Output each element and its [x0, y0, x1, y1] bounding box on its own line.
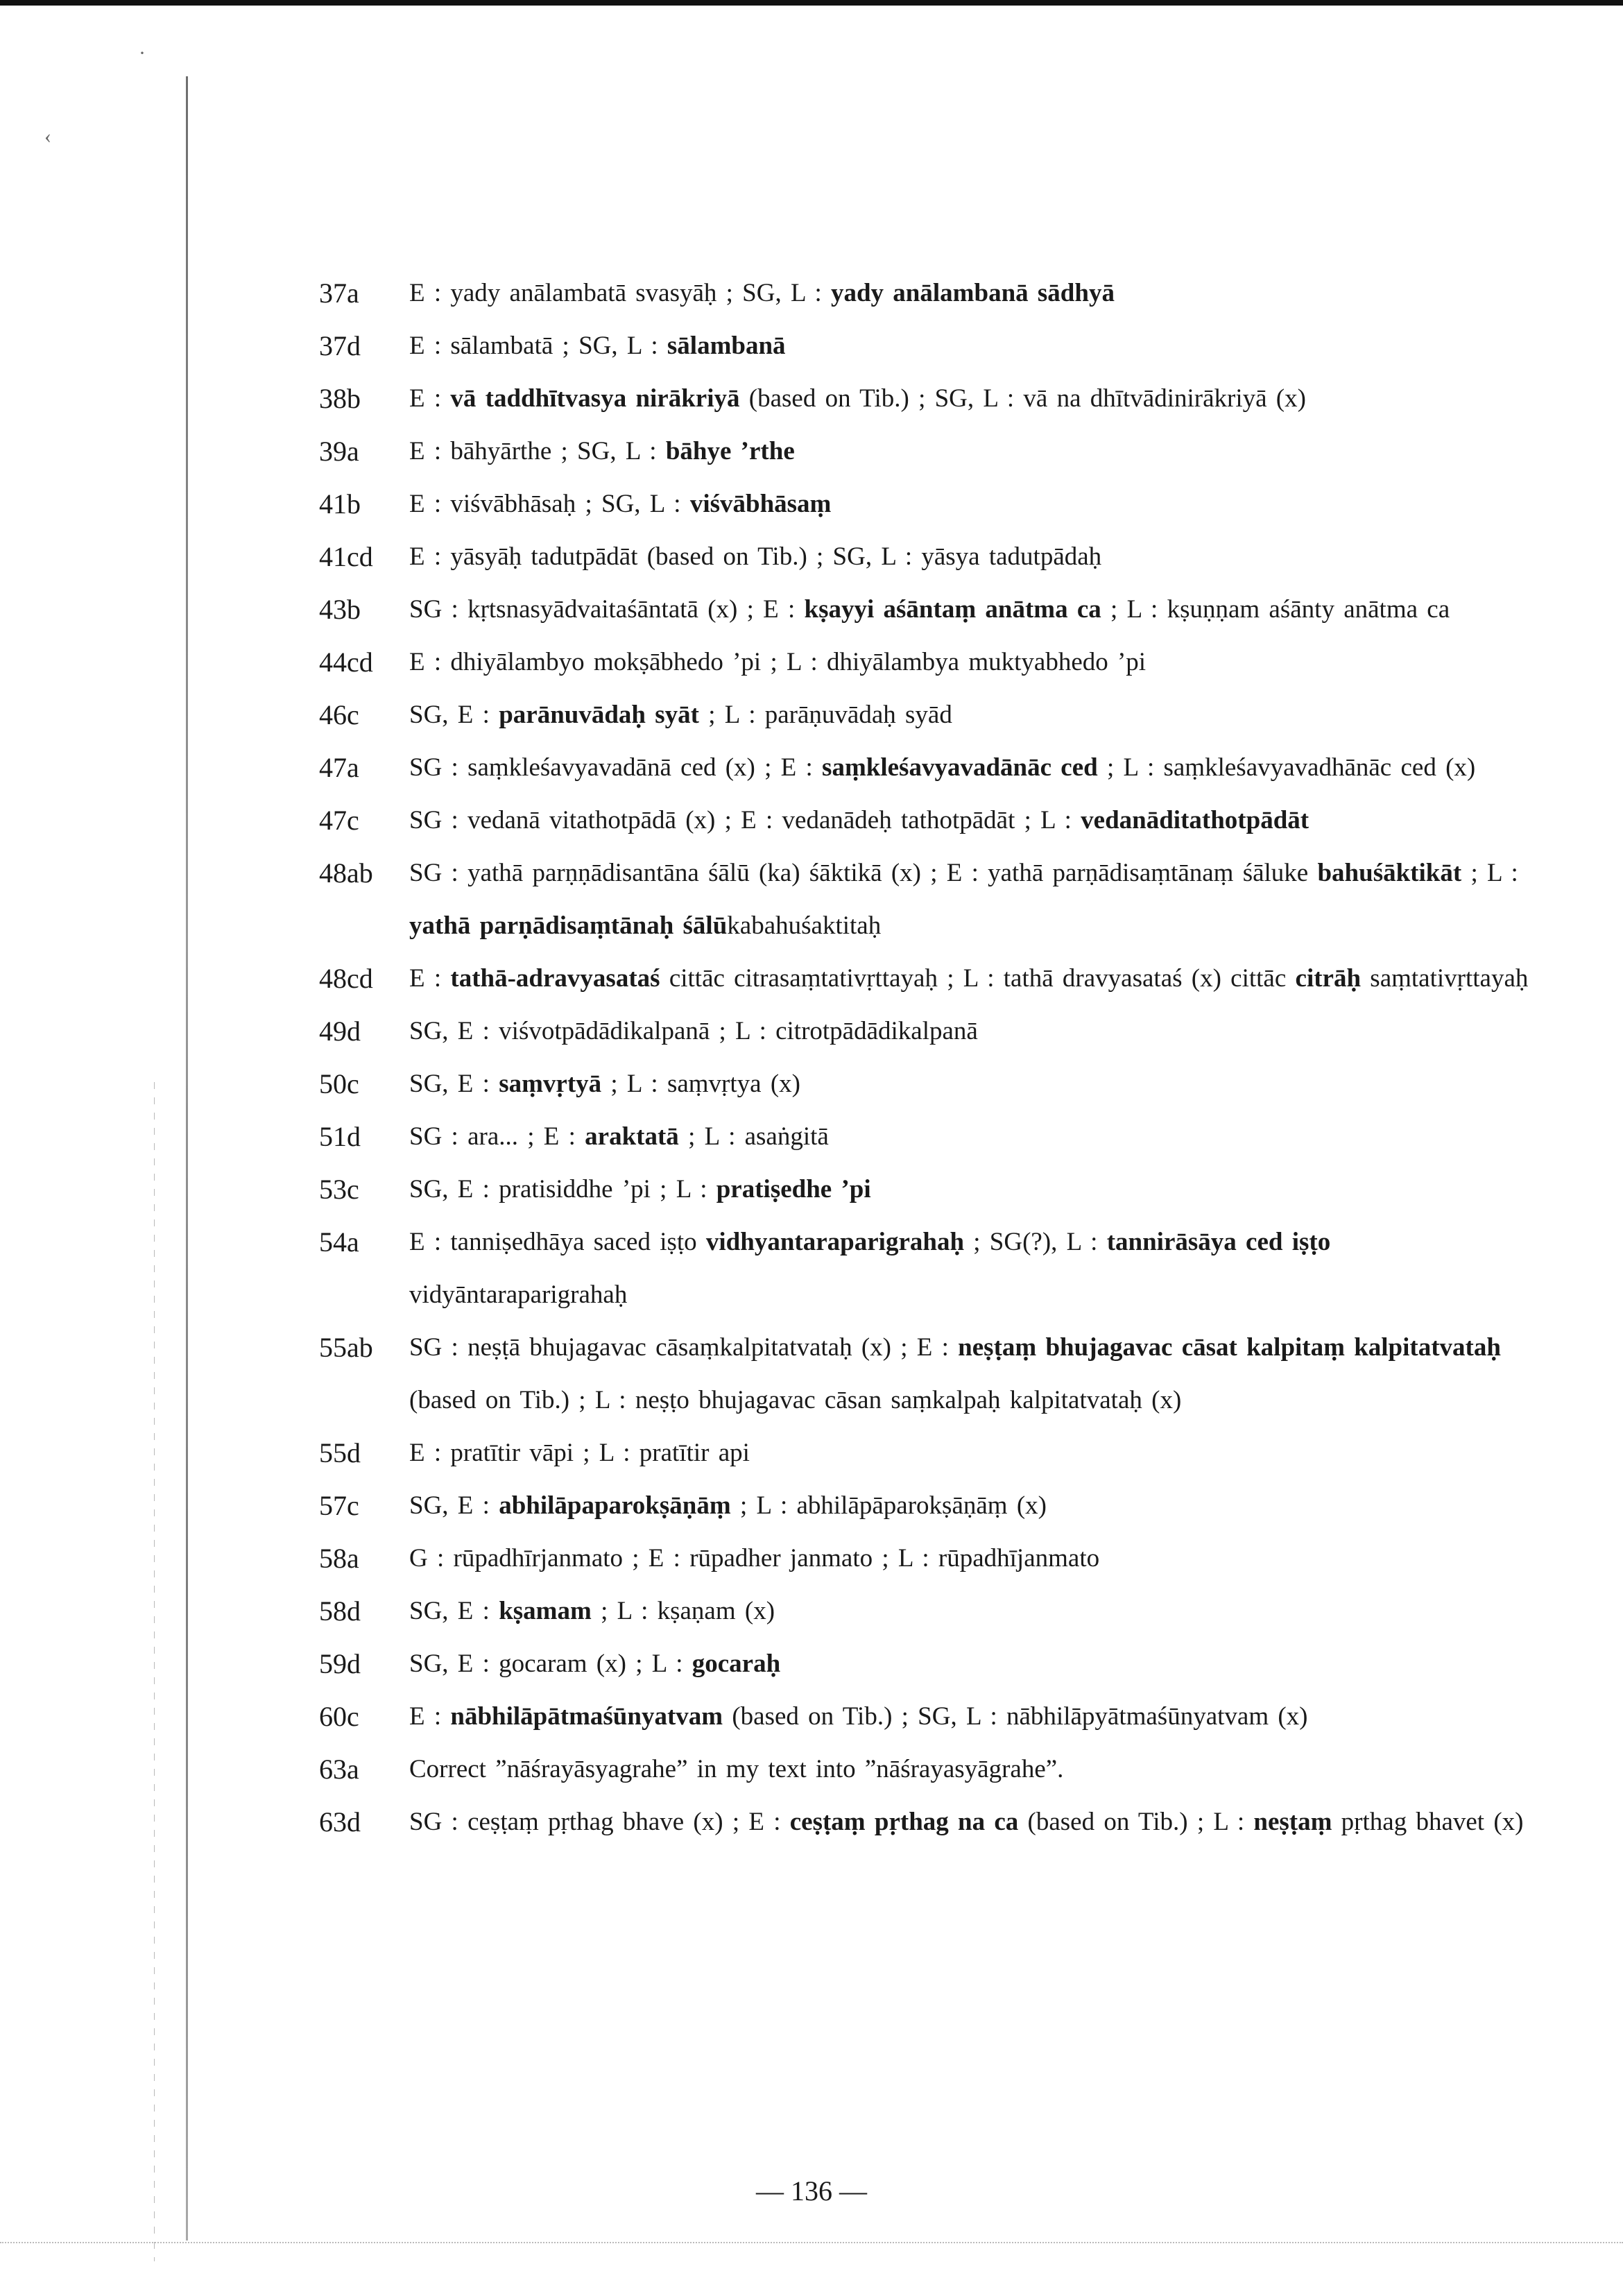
reading-text: pṛthag bhavet (x)	[1332, 1808, 1524, 1836]
note-entry	[319, 1480, 1540, 1532]
variant-reading	[409, 1111, 1540, 1163]
variant-reading	[409, 1058, 1540, 1111]
reading-text: ; L : saṃkleśavyavadhānāc ced (x)	[1097, 753, 1476, 782]
scan-speck: ‹	[44, 125, 51, 148]
variant-reading	[409, 320, 1540, 372]
verse-label: 41cd	[319, 541, 373, 572]
accepted-reading: yathā parṇādisaṃtānaḥ śālū	[409, 911, 728, 940]
note-entry	[319, 1058, 1540, 1111]
note-entry	[319, 847, 1540, 952]
verse-label: 48ab	[319, 857, 373, 889]
reading-text: E :	[409, 1702, 451, 1731]
note-entry	[319, 689, 1540, 742]
reading-text: E : sālambatā ; SG, L :	[409, 332, 667, 360]
variant-reading	[409, 952, 1540, 1005]
note-entry	[319, 1216, 1540, 1321]
reading-text: (based on Tib.) ; L :	[1018, 1808, 1254, 1836]
verse-label: 46c	[319, 699, 359, 730]
reading-text: SG, E :	[409, 701, 499, 729]
reading-text: SG, E : viśvotpādādikalpanā ; L : citrotpādādikalpanā	[409, 1017, 978, 1045]
accepted-reading: vā taddhītvasya nirākriyā	[450, 384, 740, 413]
note-entry	[319, 1690, 1540, 1743]
variant-reading	[409, 583, 1540, 636]
reading-text: kabahuśaktitaḥ	[727, 911, 882, 940]
variant-reading	[409, 267, 1540, 320]
reading-text: SG, E :	[409, 1597, 499, 1625]
verse-label: 58a	[319, 1543, 359, 1574]
variant-reading	[409, 1532, 1540, 1585]
variant-reading	[409, 478, 1540, 531]
accepted-reading: citrāḥ	[1295, 964, 1362, 993]
note-entry	[319, 1796, 1540, 1849]
note-entry	[319, 1427, 1540, 1480]
note-entry	[319, 583, 1540, 636]
note-entry	[319, 1111, 1540, 1163]
verse-label: 43b	[319, 594, 361, 625]
reading-text: E :	[409, 964, 451, 993]
variant-reading	[409, 847, 1540, 952]
reading-text: SG : saṃkleśavyavadānā ced (x) ; E :	[409, 753, 823, 782]
accepted-reading: abhilāpaparokṣāṇāṃ	[499, 1491, 731, 1520]
accepted-reading: neṣṭaṃ bhujagavac cāsat kalpitaṃ kalpitatvataḥ	[958, 1333, 1501, 1362]
reading-text: ; L : asaṅgitā	[678, 1122, 829, 1151]
verse-label: 58d	[319, 1595, 361, 1627]
reading-text: ; L : abhilāpāparokṣāṇāṃ (x)	[730, 1491, 1047, 1520]
note-entry	[319, 1585, 1540, 1638]
reading-text: (based on Tib.) ; SG, L : vā na dhītvādinirākriyā (x)	[739, 384, 1306, 413]
reading-text: SG : kṛtsnasyādvaitaśāntatā (x) ; E :	[409, 595, 805, 624]
scan-speck: ·	[139, 42, 146, 65]
reading-text: E : pratītir vāpi ; L : pratītir api	[409, 1439, 750, 1467]
reading-text: SG, E : pratisiddhe ’pi ; L :	[409, 1175, 716, 1203]
reading-text: SG : ceṣṭaṃ pṛthag bhave (x) ; E :	[409, 1808, 790, 1836]
accepted-reading: kṣayyi aśāntaṃ anātma ca	[804, 595, 1101, 624]
reading-text: E :	[409, 384, 451, 413]
note-entry	[319, 1005, 1540, 1058]
note-entry	[319, 1163, 1540, 1216]
verse-label: 41b	[319, 488, 361, 520]
note-entry	[319, 372, 1540, 425]
reading-text: ; L : kṣuṇṇam aśānty anātma ca	[1101, 595, 1450, 624]
accepted-reading: nābhilāpātmaśūnyatvam	[450, 1702, 723, 1731]
variant-reading	[409, 1690, 1540, 1743]
reading-text: SG, E :	[409, 1070, 499, 1098]
accepted-reading: pratiṣedhe ’pi	[716, 1175, 871, 1203]
reading-text: vidyāntaraparigrahaḥ	[409, 1280, 628, 1309]
variant-reading	[409, 1321, 1540, 1427]
verse-label: 53c	[319, 1174, 359, 1205]
accepted-reading: tathā-adravyasataś	[450, 964, 660, 993]
note-entry	[319, 320, 1540, 372]
accepted-reading: yady anālambanā sādhyā	[830, 279, 1115, 307]
reading-text: E : dhiyālambyo mokṣābhedo ’pi ; L : dhiyālambya muktyabhedo ’pi	[409, 648, 1147, 676]
variant-reading	[409, 1480, 1540, 1532]
reading-text: saṃtativṛttayaḥ	[1361, 964, 1529, 993]
reading-text: ; L : parāṇuvādaḥ syād	[698, 701, 952, 729]
verse-label: 39a	[319, 436, 359, 467]
note-entry	[319, 794, 1540, 847]
variant-reading	[409, 794, 1540, 847]
variant-reading	[409, 1216, 1540, 1321]
notes-list	[319, 267, 1540, 1849]
verse-label: 55d	[319, 1437, 361, 1468]
accepted-reading: neṣṭaṃ	[1253, 1808, 1332, 1836]
top-border	[0, 0, 1623, 6]
verse-label: 44cd	[319, 646, 373, 678]
variant-reading	[409, 1585, 1540, 1638]
note-entry	[319, 425, 1540, 478]
verse-label: 47c	[319, 805, 359, 836]
verse-label: 38b	[319, 383, 361, 414]
accepted-reading: bahuśāktikāt	[1317, 859, 1462, 887]
note-entry	[319, 1743, 1540, 1796]
verse-label: 37a	[319, 277, 359, 309]
accepted-reading: bāhye ’rthe	[665, 437, 795, 465]
verse-label: 54a	[319, 1226, 359, 1258]
reading-text: SG : yathā parṇṇādisantāna śālū (ka) śāktikā (x) ; E : yathā parṇādisaṃtānaṃ śāluke	[409, 859, 1318, 887]
bottom-dotted-line	[0, 2242, 1623, 2243]
note-entry	[319, 636, 1540, 689]
note-entry	[319, 742, 1540, 794]
accepted-reading: sālambanā	[667, 332, 786, 360]
verse-label: 37d	[319, 330, 361, 361]
reading-text: E : bāhyārthe ; SG, L :	[409, 437, 666, 465]
reading-text: ; L : saṃvṛtya (x)	[601, 1070, 800, 1098]
accepted-reading: kṣamam	[499, 1597, 592, 1625]
variant-reading	[409, 742, 1540, 794]
note-entry	[319, 1532, 1540, 1585]
variant-reading	[409, 1796, 1540, 1849]
note-entry	[319, 531, 1540, 583]
verse-label: 49d	[319, 1016, 361, 1047]
reading-text: E : yady anālambatā svasyāḥ ; SG, L :	[409, 279, 831, 307]
accepted-reading: vedanāditathotpādāt	[1081, 806, 1309, 834]
verse-label: 63d	[319, 1806, 361, 1837]
reading-text: ; L :	[1461, 859, 1518, 887]
reading-text: E : viśvābhāsaḥ ; SG, L :	[409, 490, 690, 518]
variant-reading	[409, 372, 1540, 425]
note-entry	[319, 1638, 1540, 1690]
reading-text: E : tanniṣedhāya saced iṣṭo	[409, 1228, 706, 1256]
reading-text: SG : neṣṭā bhujagavac cāsaṃkalpitatvataḥ (x) ; E :	[409, 1333, 959, 1362]
reading-text: G : rūpadhīrjanmato ; E : rūpadher janmato ; L : rūpadhījanmato	[409, 1544, 1100, 1573]
note-entry	[319, 478, 1540, 531]
verse-label: 59d	[319, 1648, 361, 1679]
reading-text: SG : ara... ; E :	[409, 1122, 585, 1151]
verse-label: 55ab	[319, 1332, 373, 1363]
variant-reading	[409, 531, 1540, 583]
note-entry	[319, 1321, 1540, 1427]
verse-label: 63a	[319, 1754, 359, 1785]
reading-text: (based on Tib.) ; SG, L : nābhilāpyātmaśūnyatvam (x)	[723, 1702, 1308, 1731]
note-entry	[319, 952, 1540, 1005]
accepted-reading: viśvābhāsaṃ	[689, 490, 832, 518]
variant-reading	[409, 1005, 1540, 1058]
reading-text: E : yāsyāḥ tadutpādāt (based on Tib.) ; SG, L : yāsya tadutpādaḥ	[409, 542, 1102, 571]
accepted-reading: ceṣṭaṃ pṛthag na ca	[789, 1808, 1019, 1836]
verse-label: 47a	[319, 752, 359, 783]
reading-text: ; L : kṣaṇam (x)	[591, 1597, 775, 1625]
reading-text: Correct ”nāśrayāsyagrahe” in my text into ”nāśrayasyāgrahe”.	[409, 1755, 1064, 1783]
accepted-reading: saṃvṛtyā	[499, 1070, 602, 1098]
reading-text: cittāc citrasaṃtativṛttayaḥ ; L : tathā dravyasataś (x) cittāc	[660, 964, 1296, 993]
reading-text: ; SG(?), L :	[964, 1228, 1107, 1256]
verse-label: 48cd	[319, 963, 373, 994]
left-margin-line	[186, 76, 188, 2241]
reading-text: SG, E : gocaram (x) ; L :	[409, 1650, 692, 1678]
verse-label: 51d	[319, 1121, 361, 1152]
page-number: — 136 —	[756, 2175, 867, 2207]
accepted-reading: gocaraḥ	[692, 1650, 781, 1678]
variant-reading	[409, 425, 1540, 478]
reading-text: (based on Tib.) ; L : neṣṭo bhujagavac cāsan saṃkalpaḥ kalpitatvataḥ (x)	[409, 1386, 1182, 1414]
accepted-reading: saṃkleśavyavadānāc ced	[822, 753, 1098, 782]
left-margin-dash-line	[154, 1082, 155, 2261]
variant-reading	[409, 1743, 1540, 1796]
verse-label: 60c	[319, 1701, 359, 1732]
reading-text: SG : vedanā vitathotpādā (x) ; E : vedanādeḥ tathotpādāt ; L :	[409, 806, 1081, 834]
verse-label: 57c	[319, 1490, 359, 1521]
verse-label: 50c	[319, 1068, 359, 1099]
accepted-reading: tannirāsāya ced iṣṭo	[1106, 1228, 1331, 1256]
accepted-reading: araktatā	[585, 1122, 679, 1151]
note-entry	[319, 267, 1540, 320]
variant-reading	[409, 689, 1540, 742]
reading-text: SG, E :	[409, 1491, 499, 1520]
accepted-reading: vidhyantaraparigrahaḥ	[705, 1228, 965, 1256]
variant-reading	[409, 636, 1540, 689]
variant-reading	[409, 1427, 1540, 1480]
variant-reading	[409, 1638, 1540, 1690]
accepted-reading: parānuvādaḥ syāt	[499, 701, 699, 729]
variant-reading	[409, 1163, 1540, 1216]
